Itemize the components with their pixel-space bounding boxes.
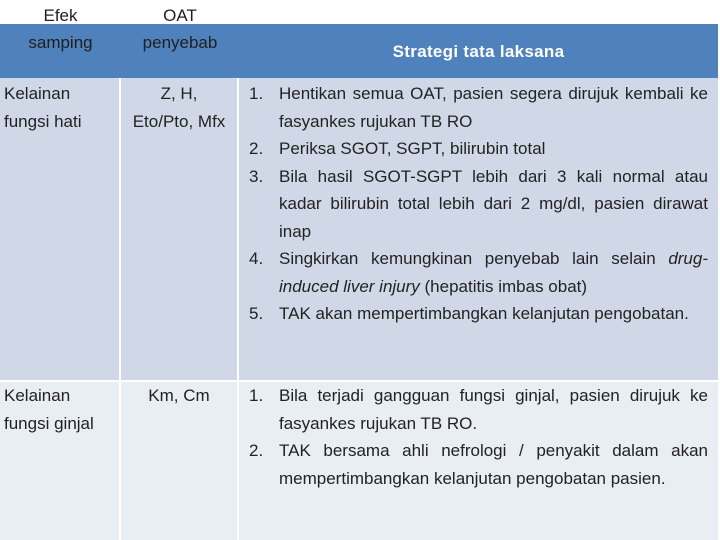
header-col3-text: Strategi tata laksana [392, 41, 565, 61]
cell-effect-kidney [0, 382, 121, 540]
header-oat-penyebab [121, 0, 239, 78]
text-italic: drug-induced liver injury [279, 249, 708, 296]
list-item-text: TAK akan mempertimbangkan kelanjutan pengobatan. [279, 304, 689, 323]
drugs-liver-line1: Z, H, [160, 84, 198, 103]
list-item [249, 437, 708, 492]
drugs-liver-line2: Eto/Pto, Mfx [132, 111, 226, 131]
list-item-number: 2. [249, 441, 264, 460]
table-header-row [0, 6, 718, 78]
effect-kidney-line1: Kelainan [4, 386, 71, 405]
cell-effect-liver [0, 78, 121, 380]
effect-liver-line2: fungsi hati [4, 111, 82, 131]
header-col1-line2: samping [28, 33, 93, 52]
list-item-text: Periksa SGOT, SGPT, bilirubin total [279, 139, 546, 158]
list-item-text: Hentikan semua OAT, pasien segera dirujuk kembali ke fasyankes rujukan TB RO [279, 84, 708, 131]
header-col2-line1: OAT [163, 6, 197, 25]
list-item-text: Bila terjadi gangguan fungsi ginjal, pasien dirujuk ke fasyankes rujukan TB RO. [279, 386, 708, 433]
list-item-text: Bila hasil SGOT-SGPT lebih dari 3 kali normal atau kadar bilirubin total lebih dari 2 mg/dl, pasien dirawat inap [279, 166, 708, 241]
text-before: Singkirkan kemungkinan penyebab lain selain [279, 249, 669, 268]
cell-strategy-liver [239, 78, 718, 380]
list-item-text: TAK bersama ahli nefrologi / penyakit dalam akan mempertimbangkan kelanjutan pengobatan pasien. [279, 441, 708, 488]
header-col1-line1: Efek [43, 6, 78, 25]
effect-kidney-line2: fungsi ginjal [4, 413, 94, 433]
list-item [249, 300, 708, 328]
side-effects-table [0, 6, 718, 540]
cell-drugs-kidney [121, 382, 239, 540]
header-strategi [239, 24, 718, 78]
strategy-list-liver [249, 80, 708, 328]
list-item-number: 3. [249, 166, 264, 186]
table-row-liver [0, 78, 718, 382]
cell-drugs-liver [121, 78, 239, 380]
strategy-list-kidney [249, 382, 708, 492]
header-col2-line2: penyebab [142, 33, 218, 52]
list-item [249, 135, 708, 163]
list-item [249, 163, 708, 246]
list-item-number: 5. [249, 304, 264, 323]
list-item-number: 4. [249, 249, 264, 268]
list-item-number: 1. [249, 84, 264, 103]
table-row-kidney [0, 382, 718, 540]
cell-strategy-kidney [239, 382, 718, 540]
list-item [249, 80, 708, 135]
list-item-text [279, 245, 708, 300]
list-item [249, 245, 708, 300]
header-efek-samping [0, 0, 121, 78]
list-item [249, 382, 708, 437]
text-after: (hepatitis imbas obat) [419, 276, 588, 296]
list-item-number: 2. [249, 139, 264, 158]
list-item-number: 1. [249, 386, 264, 405]
drugs-kidney-line1: Km, Cm [148, 386, 210, 405]
effect-liver-line1: Kelainan [4, 84, 71, 103]
